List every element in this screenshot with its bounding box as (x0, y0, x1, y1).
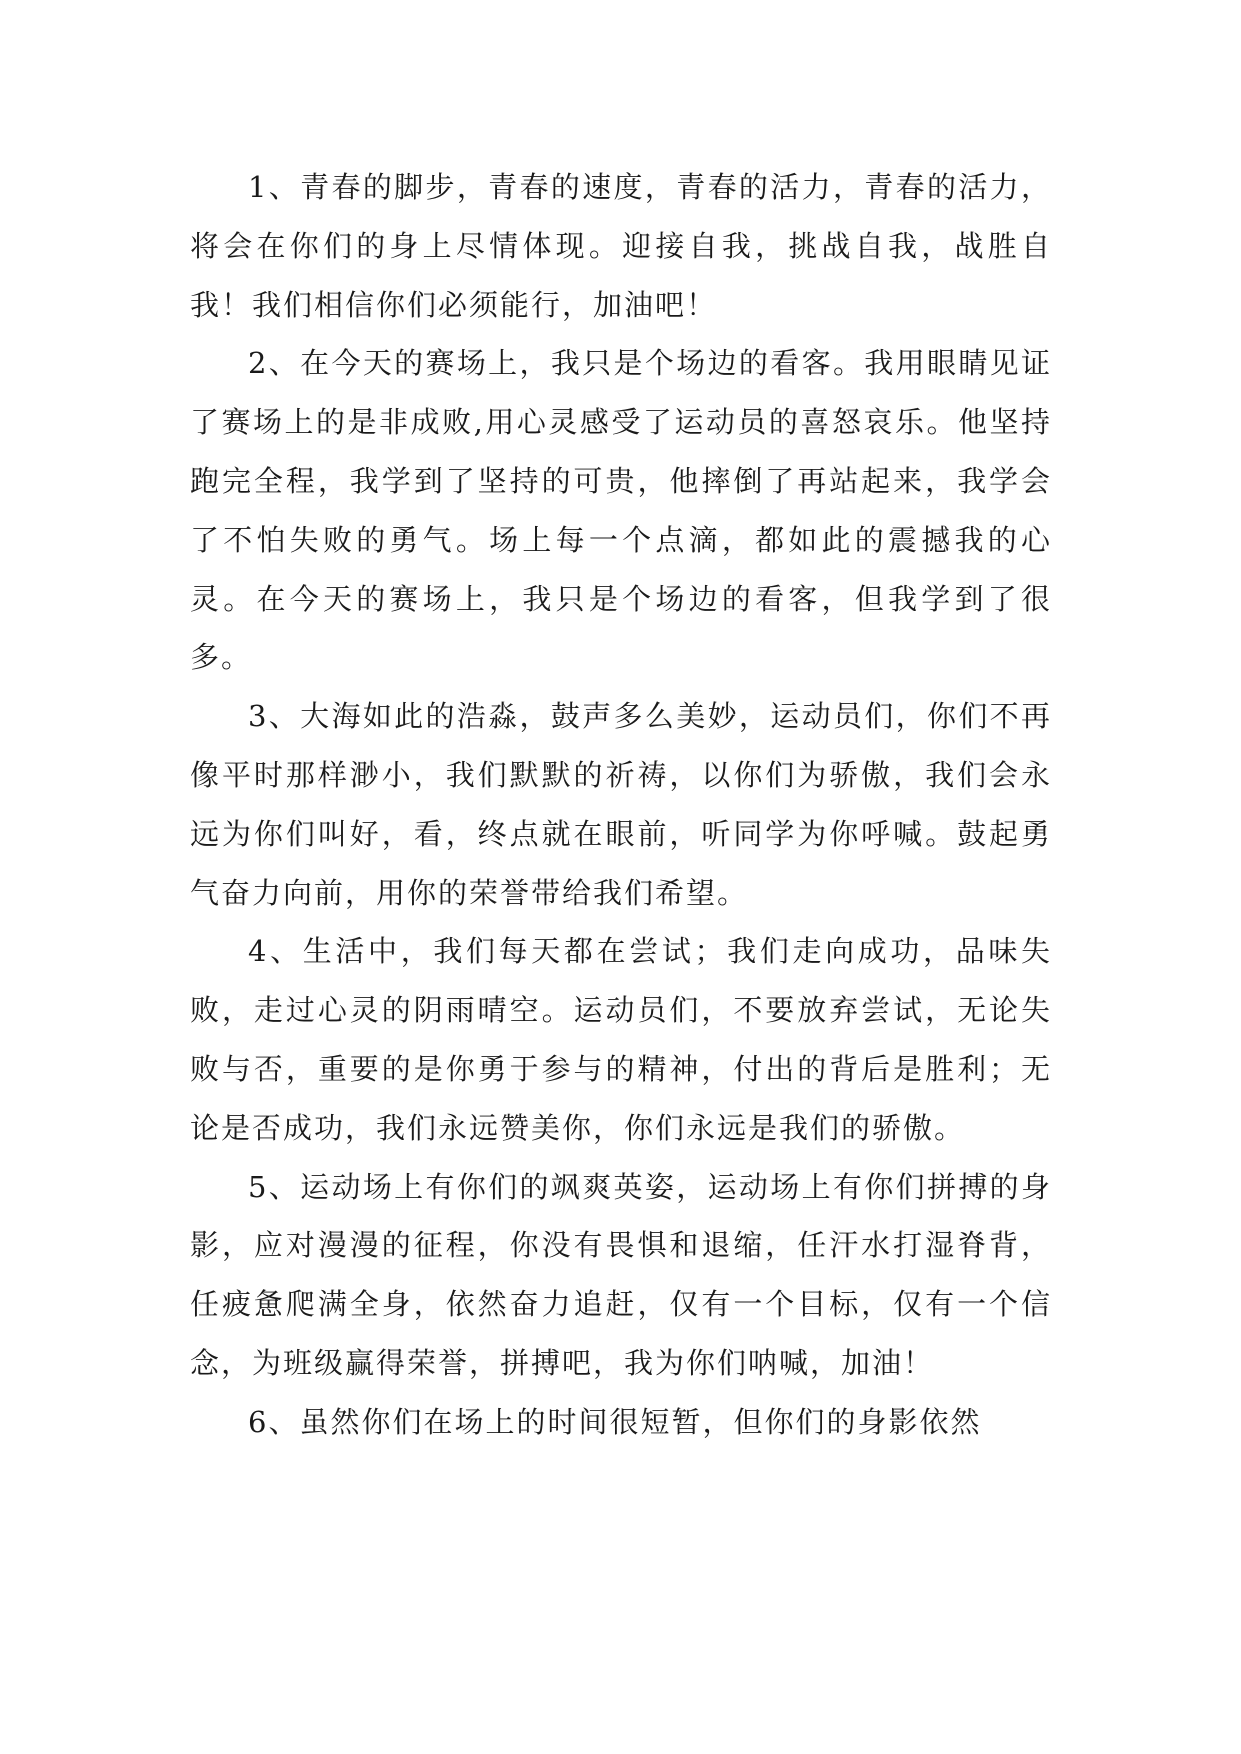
paragraph-4: 4、生活中，我们每天都在尝试；我们走向成功，品味失败，走过心灵的阴雨晴空。运动员们，不要放弃尝试，无论失败与否，重要的是你勇于参与的精神，付出的背后是胜利；无论是否成功，我们永远赞美你，你们永远是我们的骄傲。 (190, 934, 1052, 1145)
paragraph-1: 1、青春的脚步，青春的速度，青春的活力，青春的活力，将会在你们的身上尽情体现。迎接自我，挑战自我，战胜自我！我们相信你们必须能行，加油吧！ (190, 170, 1052, 322)
paragraph-2: 2、在今天的赛场上，我只是个场边的看客。我用眼睛见证了赛场上的是非成败,用心灵感受了运动员的喜怒哀乐。他坚持跑完全程，我学到了坚持的可贵，他摔倒了再站起来，我学会了不怕失败的勇气。场上每一个点滴，都如此的震撼我的心灵。在今天的赛场上，我只是个场边的看客，但我学到了很多。 (190, 346, 1052, 675)
paragraph-6: 6、虽然你们在场上的时间很短暂，但你们的身影依然 (248, 1404, 982, 1439)
paragraph-3: 3、大海如此的浩淼，鼓声多么美妙，运动员们，你们不再像平时那样渺小，我们默默的祈祷，以你们为骄傲，我们会永远为你们叫好，看，终点就在眼前，听同学为你呼喊。鼓起勇气奋力向前，用你的荣誉带给我们希望。 (190, 699, 1052, 910)
paragraph-5: 5、运动场上有你们的飒爽英姿，运动场上有你们拼搏的身影，应对漫漫的征程，你没有畏惧和退缩，任汗水打湿脊背，任疲惫爬满全身，依然奋力追赶，仅有一个目标，仅有一个信念，为班级赢得荣誉，拼搏吧，我为你们呐喊，加油！ (190, 1169, 1052, 1380)
document-body (190, 158, 1052, 1452)
